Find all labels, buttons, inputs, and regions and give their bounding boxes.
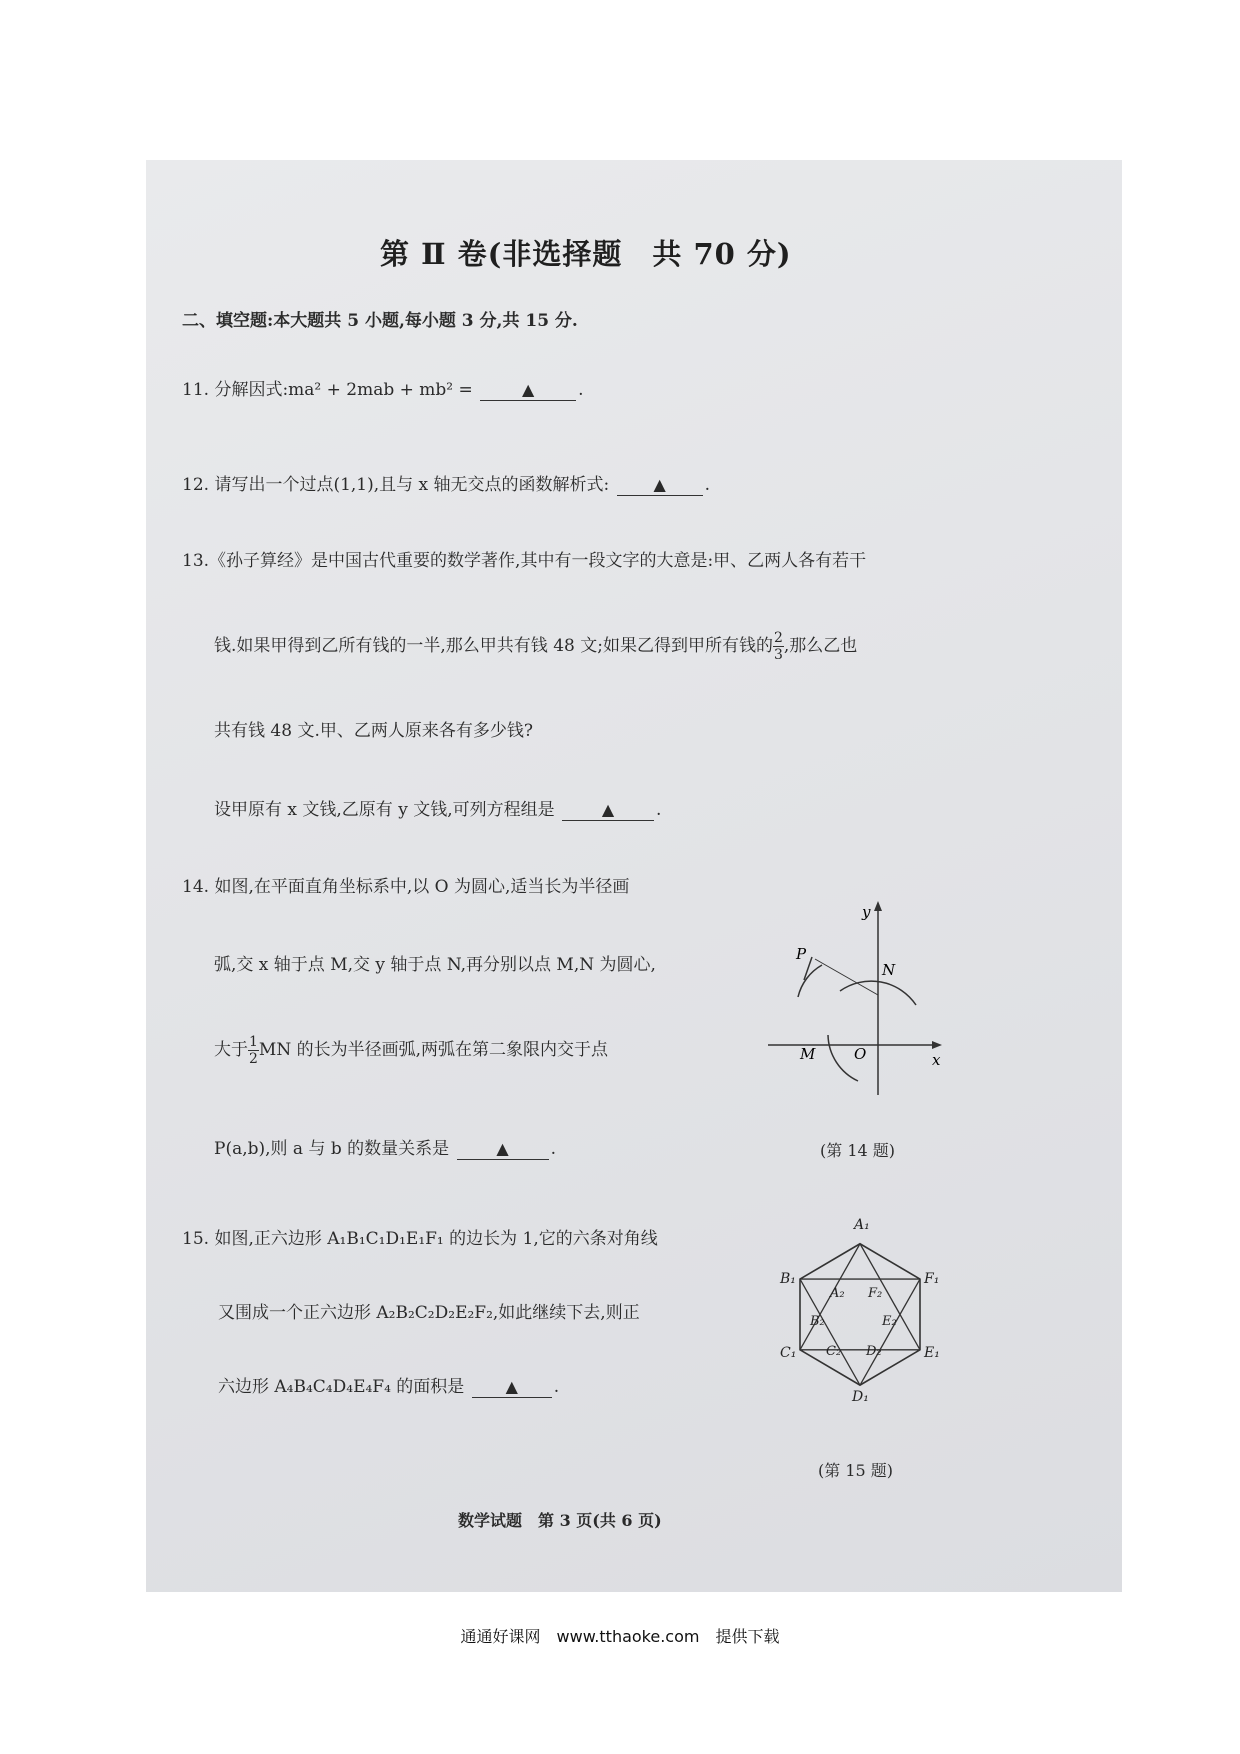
question-13-line-1: 13.《孙子算经》是中国古代重要的数学著作,其中有一段文字的大意是:甲、乙两人各有若干 xyxy=(182,551,867,571)
question-15-line-3 xyxy=(218,1372,559,1398)
answer-blank-11[interactable]: ▲ xyxy=(480,380,576,401)
answer-blank-13[interactable]: ▲ xyxy=(562,800,654,821)
figure-15-hexagon-diagram xyxy=(760,1205,960,1445)
label-d2: D₂ xyxy=(866,1344,882,1359)
page-title: 第 Ⅱ 卷(非选择题 共 70 分) xyxy=(380,237,792,271)
label-f2: F₂ xyxy=(868,1286,883,1301)
arc-center-n xyxy=(798,965,822,997)
label-p: P xyxy=(796,945,807,963)
caption-figure-14: (第 14 题) xyxy=(820,1141,896,1160)
fraction-one-half: $\frac{1}{2}$ xyxy=(249,1034,258,1067)
question-13-line-4-text: 设甲原有 x 文钱,乙原有 y 文钱,可列方程组是 xyxy=(214,800,555,820)
label-e1: E₁ xyxy=(924,1345,940,1361)
question-14-line-3 xyxy=(214,1034,608,1067)
question-14-line-2: 弧,交 x 轴于点 M,交 y 轴于点 N,再分别以点 M,N 为圆心, xyxy=(214,955,656,975)
question-13-line-2-end: ,那么乙也 xyxy=(783,636,858,656)
question-11 xyxy=(182,375,584,401)
caption-figure-15: (第 15 题) xyxy=(818,1461,894,1480)
answer-blank-12[interactable]: ▲ xyxy=(617,475,703,496)
question-12-text: 12. 请写出一个过点(1,1),且与 x 轴无交点的函数解析式: xyxy=(182,475,610,495)
question-15-line-2: 又围成一个正六边形 A₂B₂C₂D₂E₂F₂,如此继续下去,则正 xyxy=(218,1303,640,1323)
label-d1: D₁ xyxy=(852,1389,869,1405)
label-m: M xyxy=(800,1045,816,1063)
question-13-line-2 xyxy=(214,630,857,663)
label-b2: B₂ xyxy=(810,1314,825,1329)
label-y: y xyxy=(862,903,871,921)
question-14-line-3-end: MN 的长为半径画弧,两弧在第二象限内交于点 xyxy=(258,1040,609,1060)
question-14-line-4 xyxy=(214,1134,556,1160)
label-a1: A₁ xyxy=(854,1217,870,1233)
question-14-line-4-text: P(a,b),则 a 与 b 的数量关系是 xyxy=(214,1139,450,1159)
answer-blank-15[interactable]: ▲ xyxy=(472,1377,552,1398)
question-13-line-4 xyxy=(214,795,661,821)
question-15-line-1: 15. 如图,正六边形 A₁B₁C₁D₁E₁F₁ 的边长为 1,它的六条对角线 xyxy=(182,1229,658,1249)
question-13-line-3: 共有钱 48 文.甲、乙两人原来各有多少钱? xyxy=(214,721,533,741)
question-11-text: 11. 分解因式:ma² + 2mab + mb² = xyxy=(182,380,473,400)
question-15-suffix: . xyxy=(553,1377,560,1397)
download-source-footer: 通通好课网 www.tthaoke.com 提供下载 xyxy=(460,1627,780,1646)
answer-blank-14[interactable]: ▲ xyxy=(457,1139,549,1160)
fraction-two-thirds: $\frac{2}{3}$ xyxy=(773,630,783,663)
label-a2: A₂ xyxy=(830,1286,845,1301)
question-11-suffix: . xyxy=(578,380,584,400)
page-number-footer: 数学试题 第 3 页(共 6 页) xyxy=(458,1511,662,1530)
label-b1: B₁ xyxy=(780,1271,796,1287)
label-c1: C₁ xyxy=(780,1345,797,1361)
label-x: x xyxy=(932,1051,941,1069)
label-c2: C₂ xyxy=(826,1344,842,1359)
section-heading: 二、填空题:本大题共 5 小题,每小题 3 分,共 15 分. xyxy=(182,311,578,331)
label-f1: F₁ xyxy=(924,1271,940,1287)
x-axis-arrow-icon xyxy=(932,1041,942,1049)
figure-14-coordinate-diagram xyxy=(760,895,950,1095)
label-e2: E₂ xyxy=(882,1314,897,1329)
y-axis-arrow-icon xyxy=(874,901,882,911)
question-12-suffix: . xyxy=(704,475,711,495)
label-n: N xyxy=(882,961,896,979)
question-12 xyxy=(182,470,710,496)
question-13-suffix: . xyxy=(656,800,662,820)
p-to-n-segment xyxy=(815,959,878,995)
question-13-line-2-text: 钱.如果甲得到乙所有钱的一半,那么甲共有钱 48 文;如果乙得到甲所有钱的 xyxy=(214,636,773,656)
question-14-suffix: . xyxy=(550,1139,556,1159)
question-14-line-3-text: 大于 xyxy=(214,1040,248,1060)
question-14-line-1: 14. 如图,在平面直角坐标系中,以 O 为圆心,适当长为半径画 xyxy=(182,877,630,897)
label-o: O xyxy=(854,1045,867,1063)
question-15-line-3-text: 六边形 A₄B₄C₄D₄E₄F₄ 的面积是 xyxy=(218,1377,465,1397)
